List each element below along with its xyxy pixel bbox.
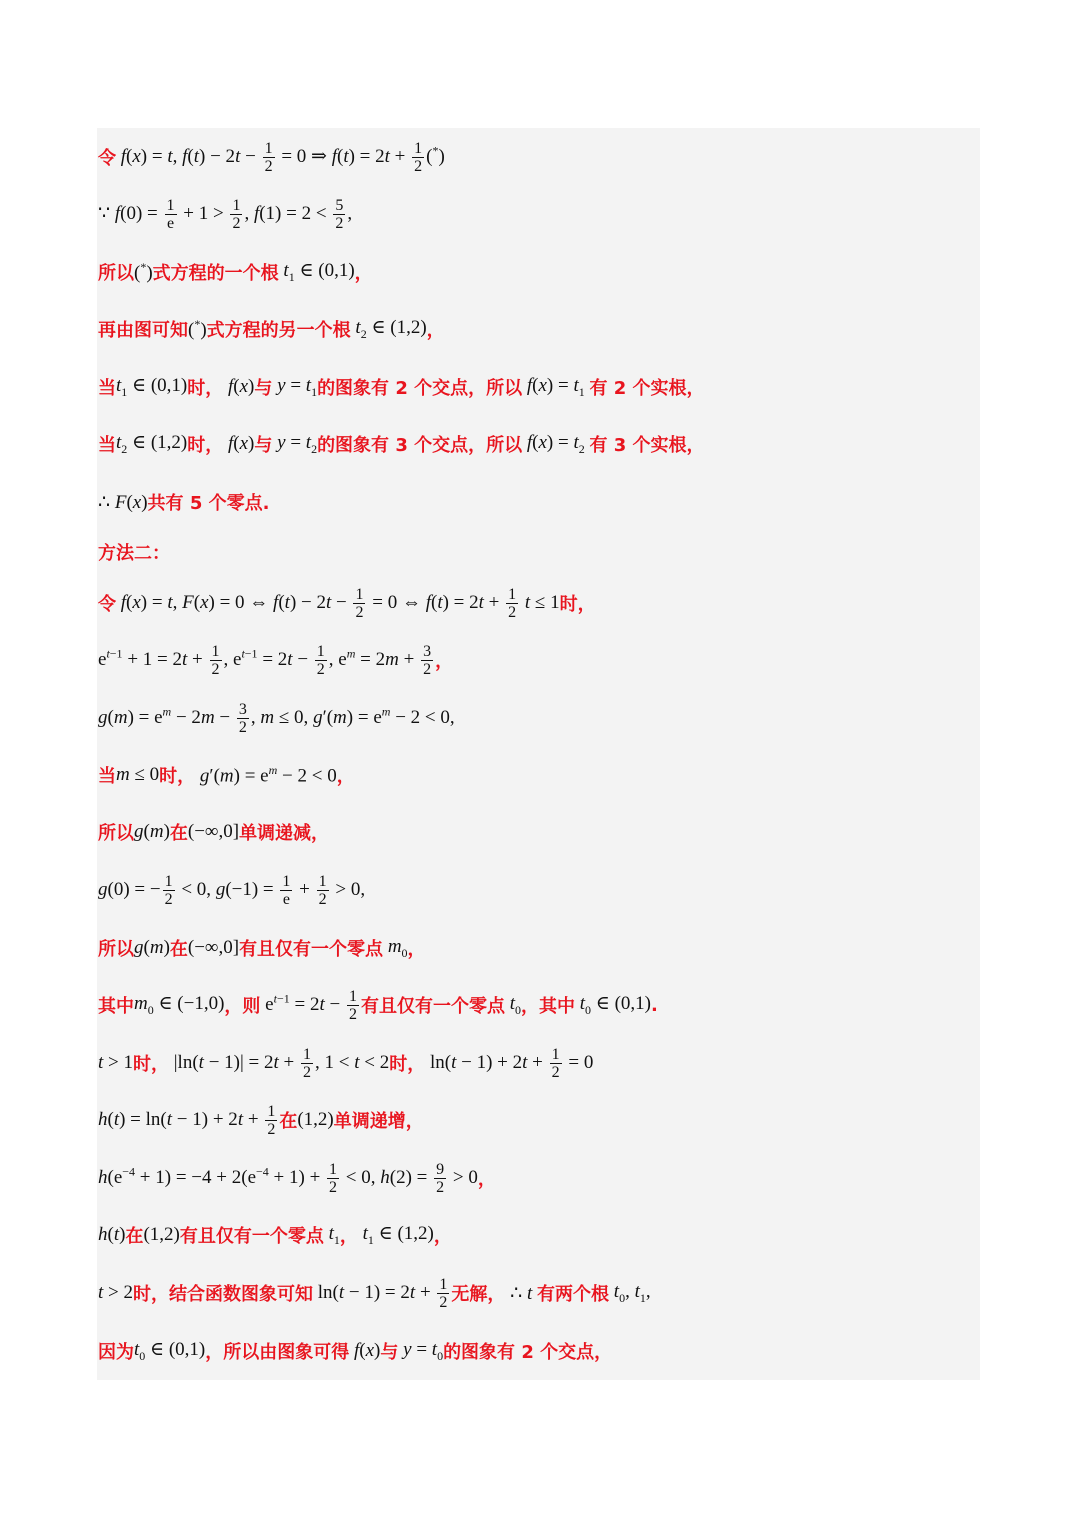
line-10: $e^{t-1} + 1 = 2t$ + $\frac{1}{2}$ , $e^{t-1} = 2t$ − $\frac{1}{2}$ , $e^m = 2m$ + $\frac{3}{2}$ ，: [98, 642, 454, 678]
line-21: t > 2 时，结合函数图象可知 ln(t − 1) = 2t + $\frac{1}{2}$ 无解， ∴ t 有两个根 $t_0$, $t_1$,: [98, 1275, 651, 1311]
line-17: t > 1 时， |ln(t − 1)| = 2t + $\frac{1}{2}$ , 1 < t < 2 时， ln(t − 1) + 2t + $\frac{1}{2}$ = 0: [98, 1045, 594, 1081]
line-3: 所以 (*) 式方程的一个根 $t_1$ ∈ (0,1) ，: [98, 259, 373, 284]
line-11: $g(m) = e^m - 2m$ − $\frac{3}{2}$ , m ≤ 0, $g'(m) = e^m - 2 < 0$,: [98, 700, 455, 736]
line-9: 令 f(x) = t, F(x) = 0 ⇔ f(t) − 2t − $\frac{1}{2}$ = 0 ⇔ f(t) = 2t + $\frac{1}{2}$ t ≤ 1 时，: [98, 585, 596, 621]
line-14: g(0) = − $\frac{1}{2}$ < 0, g(−1) = $\frac{1}{e}$ + $\frac{1}{2}$ > 0,: [98, 872, 366, 908]
line-22: 因为 $t_0$ ∈ (0,1) ，所以由图象可得 f(x) 与 $y = t_0$ 的图象有 2 个交点，: [98, 1338, 613, 1363]
line-2: ∵ f(0) = $\frac{1}{e}$ + 1 > $\frac{1}{2}$ , f(1) = 2 < $\frac{5}{2}$ ,: [98, 196, 353, 232]
line-7: ∴ F(x) 共有 5 个零点.: [98, 491, 270, 514]
line-6: 当 $t_2$ ∈ (1,2) 时， f(x) 与 $y = t_2$ 的图象有 3 个交点，所以 $f(x) = t_2$ 有 3 个实根，: [98, 431, 705, 456]
line-1: 令 f(x) = t, f(t) − 2t − $\frac{1}{2}$ = 0 ⇒ f(t) = 2t + $\frac{1}{2}$ (*): [98, 139, 445, 175]
line-18: h(t) = ln(t − 1) + 2t + $\frac{1}{2}$ 在 (1,2) 单调递增，: [98, 1102, 424, 1138]
line-16: 其中 $m_0$ ∈ (−1,0) ，则 $e^{t-1} = 2t$ − $\frac{1}{2}$ 有且仅有一个零点 $t_0$ ，其中 $t_0$ ∈ (0,1) .: [98, 987, 658, 1023]
line-5: 当 $t_1$ ∈ (0,1) 时， f(x) 与 $y = t_1$ 的图象有 2 个交点，所以 $f(x) = t_1$ 有 2 个实根，: [98, 374, 705, 399]
line-12: 当 m ≤ 0 时， $g'(m) = e^m - 2 < 0$ ，: [98, 762, 355, 787]
line-13: 所以 g(m) 在 (−∞,0] 单调递减，: [98, 821, 330, 844]
line-20: h(t) 在 (1,2) 有且仅有一个零点 $t_1$ ， $t_1$ ∈ (1,2) ，: [98, 1222, 452, 1247]
line-19: $h(e^{-4} + 1) = -4 + 2(e^{-4} + 1)$ + $\frac{1}{2}$ < 0, h(2) = $\frac{9}{2}$ > 0 ，: [98, 1160, 496, 1196]
line-4: 再由图可知 (*) 式方程的另一个根 $t_2$ ∈ (1,2) ，: [98, 316, 445, 341]
line-15: 所以 g(m) 在 (−∞,0] 有且仅有一个零点 $m_0$ ，: [98, 935, 426, 960]
line-8: 方法二：: [98, 543, 170, 564]
